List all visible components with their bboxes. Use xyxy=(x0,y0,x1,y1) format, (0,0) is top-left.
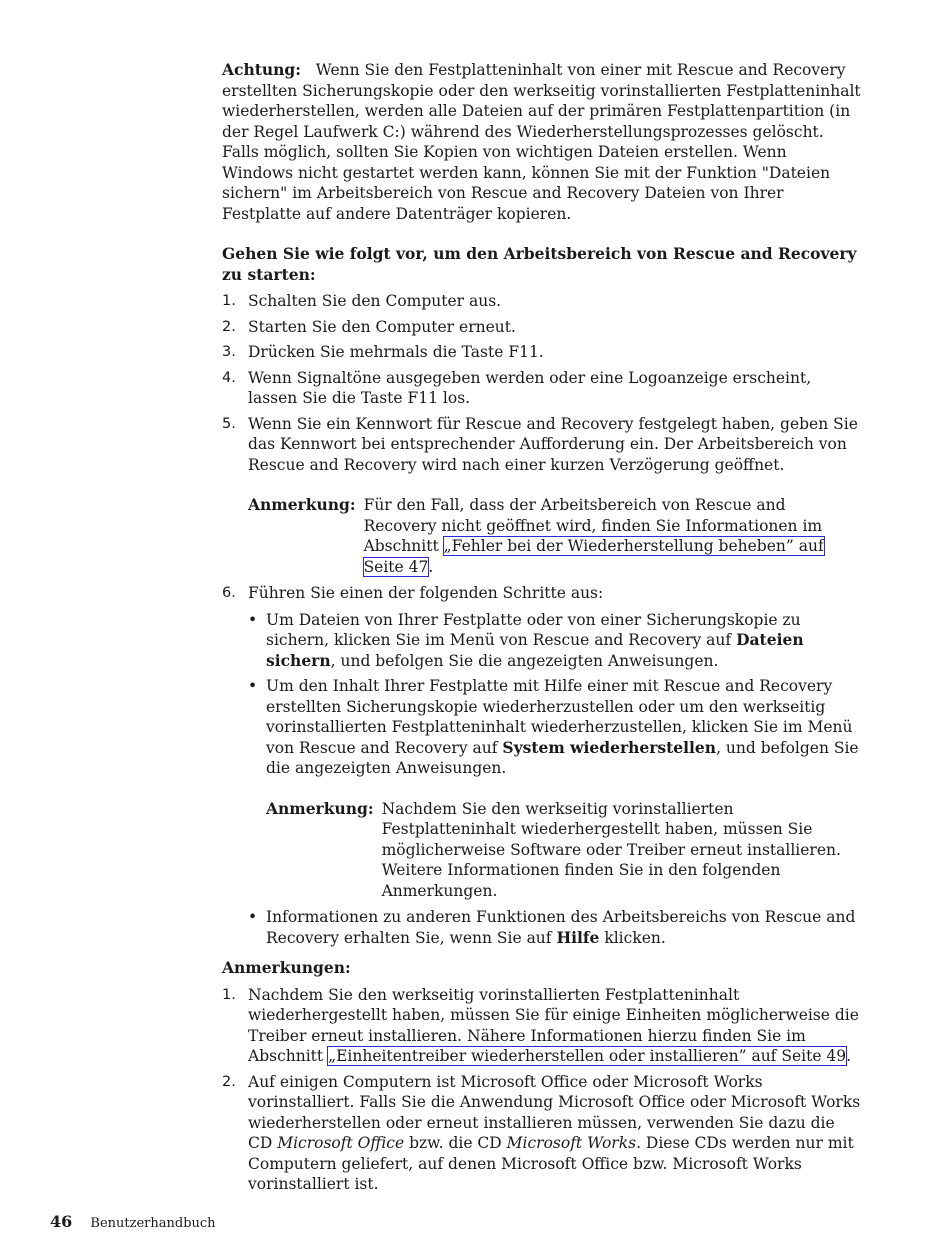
step-number: 3. xyxy=(222,344,236,360)
step-number: 5. xyxy=(222,415,236,432)
bullet-icon: • xyxy=(248,677,258,695)
step-text: Schalten Sie den Computer aus. xyxy=(248,292,502,310)
note-period: . xyxy=(428,557,434,576)
notes-heading: Anmerkungen: xyxy=(222,958,351,977)
page-number: 46 xyxy=(50,1212,73,1231)
page-content xyxy=(222,60,862,1200)
product-name: Microsoft Works xyxy=(506,1134,637,1152)
note-body xyxy=(364,495,862,577)
section-heading: Gehen Sie wie folgt vor, um den Arbeitsbereich von Rescue and Recovery zu starten: xyxy=(222,244,857,284)
bullet-text-end: , und befolgen Sie die angezeigten Anweisungen. xyxy=(330,651,719,670)
note-text: Für den Fall, dass der Arbeitsbereich von Rescue and Recovery nicht geöffnet wird, finden Sie Informationen im Abschnitt xyxy=(363,496,823,555)
step-text: Wenn Sie ein Kennwort für Rescue and Recovery festgelegt haben, geben Sie das Kennwort bei entsprechender Aufforderung ein. Der Arbeitsbereich von Rescue and Recovery wird nach einer kurzen Verzögerung geöffnet. xyxy=(248,414,858,474)
note-number: 1. xyxy=(222,986,236,1003)
step-text: Führen Sie einen der folgenden Schritte aus: xyxy=(248,584,604,602)
footer-title: Benutzerhandbuch xyxy=(90,1216,216,1231)
bullet-icon: • xyxy=(248,610,258,629)
step-item xyxy=(222,342,862,363)
note-box xyxy=(266,799,862,902)
notes-list xyxy=(222,985,862,1195)
bullet-list xyxy=(248,610,862,949)
product-name: Microsoft Office xyxy=(277,1134,405,1152)
note-number: 2. xyxy=(222,1073,236,1090)
note-item-text: . Diese CDs werden nur mit Computern geliefert, auf denen Microsoft Office bzw. Microsoft Works vorinstalliert ist. xyxy=(248,1134,854,1193)
cross-reference-link[interactable]: „Einheitentreiber wiederherstellen oder installieren” auf Seite 49 xyxy=(328,1047,847,1065)
step-item xyxy=(222,414,862,578)
note-period: . xyxy=(846,1047,852,1065)
bullet-text-end: , und befolgen Sie die angezeigten Anweisungen. xyxy=(266,738,859,777)
note-text: Nachdem Sie den werkseitig vorinstallierten Festplatteninhalt wiederhergestellt haben, müssen Sie möglicherweise Software oder Treiber erneut installieren. Weitere Informationen finden Sie in den folgenden Anmerkungen. xyxy=(381,799,841,900)
bullet-item xyxy=(248,907,862,948)
step-text: Wenn Signaltöne ausgegeben werden oder eine Logoanzeige erscheint, lassen Sie die Taste F11 los. xyxy=(248,368,812,407)
step-item xyxy=(222,368,862,409)
warning-paragraph xyxy=(222,60,862,224)
menu-item-reference: Dateien sichern xyxy=(266,630,804,670)
bullet-item xyxy=(248,676,862,901)
menu-item-reference: Hilfe xyxy=(556,927,600,947)
step-number: 1. xyxy=(222,293,236,309)
bullet-text-end: klicken. xyxy=(599,928,666,947)
step-number: 6. xyxy=(222,585,236,601)
bullet-text: Um den Inhalt Ihrer Festplatte mit Hilfe einer mit Rescue and Recovery erstellten Sicherungskopie wiederherzustellen oder um den werkseitig vorinstallierten Festplatteninhalt wiederherzustellen, klicken Sie im Menü von Rescue and Recovery auf xyxy=(266,677,853,757)
menu-item-reference: System wiederherstellen xyxy=(502,737,717,757)
steps-list xyxy=(222,291,862,948)
note-item-text: Auf einigen Computern ist Microsoft Office oder Microsoft Works vorinstalliert. Falls Sie die Anwendung Microsoft Office oder Microsoft Works wiederherstellen oder erneut installieren müssen, verwenden Sie dazu die CD xyxy=(248,1072,861,1152)
step-item xyxy=(222,583,862,948)
bullet-icon: • xyxy=(248,908,258,926)
step-item xyxy=(222,291,862,312)
step-text: Drücken Sie mehrmals die Taste F11. xyxy=(248,343,544,361)
note-label: Anmerkung: xyxy=(248,495,356,514)
bullet-text: Um Dateien von Ihrer Festplatte oder von einer Sicherungskopie zu sichern, klicken Sie im Menü von Rescue and Recovery auf xyxy=(266,610,801,649)
note-item xyxy=(222,1072,862,1195)
step-item xyxy=(222,317,862,338)
bullet-item xyxy=(248,610,862,672)
page-footer xyxy=(50,1212,216,1231)
cross-reference-link[interactable]: „Fehler bei der Wiederherstellung beheben” auf Seite 47 xyxy=(363,537,824,576)
note-item-text: Nachdem Sie den werkseitig vorinstallierten Festplatteninhalt wiederhergestellt haben, müssen Sie für einige Einheiten möglicherweise die Treiber erneut installieren. Nähere Informationen hierzu finden Sie im Abschnitt xyxy=(248,985,859,1065)
warning-text: Wenn Sie den Festplatteninhalt von einer mit Rescue and Recovery erstellten Sicherungskopie oder den werkseitig vorinstallierten Festplatteninhalt wiederherstellen, werden alle Dateien auf der primären Festplattenpartition (in der Regel Laufwerk C:) während des Wiederherstellungsprozesses gelöscht. Falls möglich, sollten Sie Kopien von wichtigen Dateien erstellen. Wenn Windows nicht gestartet werden kann, können Sie mit der Funktion "Dateien sichern" im Arbeitsbereich von Rescue and Recovery Dateien von Ihrer Festplatte auf andere Datenträger kopieren. xyxy=(222,61,861,223)
note-label: Anmerkung: xyxy=(266,798,374,818)
step-number: 2. xyxy=(222,318,236,335)
step-text: Starten Sie den Computer erneut. xyxy=(248,317,516,336)
step-number: 4. xyxy=(222,369,236,386)
note-item xyxy=(222,985,862,1067)
warning-label: Achtung: xyxy=(222,60,301,79)
note-box xyxy=(248,495,862,577)
note-item-text: bzw. die CD xyxy=(404,1134,507,1152)
bullet-text: Informationen zu anderen Funktionen des Arbeitsbereichs von Rescue and Recovery erhalten Sie, wenn Sie auf xyxy=(266,908,856,947)
